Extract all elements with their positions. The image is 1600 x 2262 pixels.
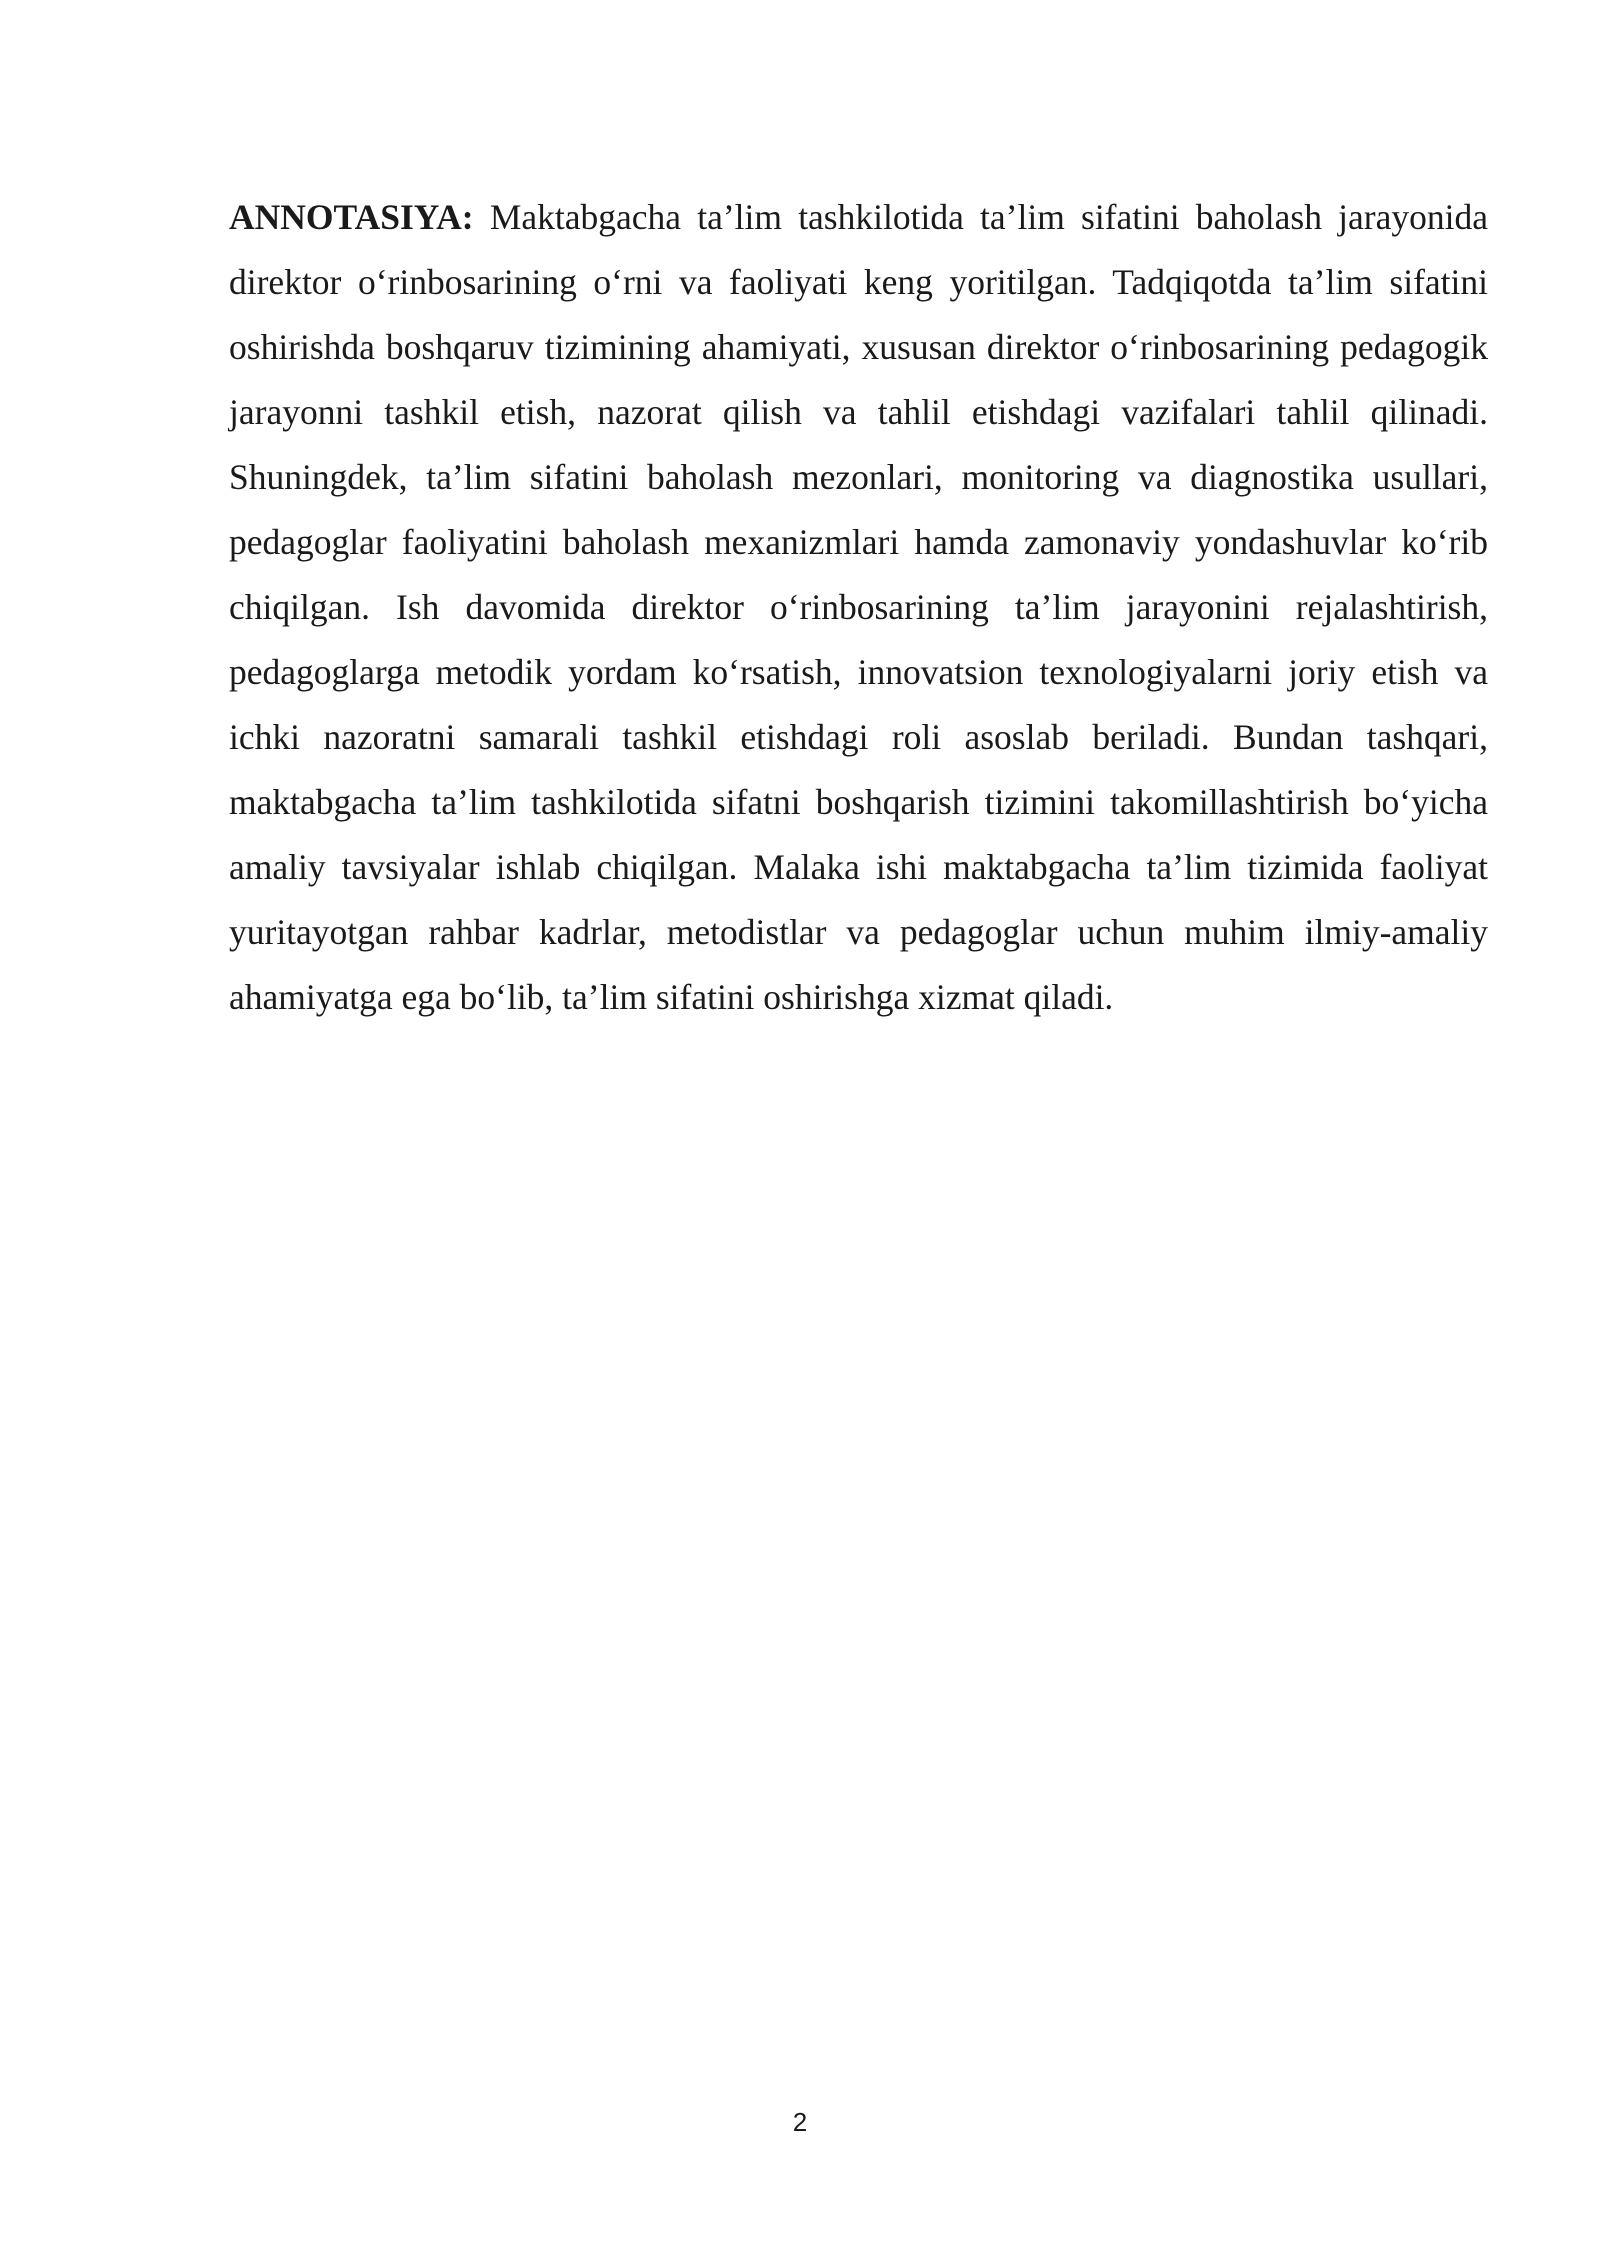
abstract-label: ANNOTASIYA: bbox=[229, 197, 474, 237]
abstract-paragraph bbox=[229, 185, 1488, 1030]
page-number: 2 bbox=[792, 2107, 808, 2137]
page-content bbox=[229, 185, 1488, 1030]
abstract-text: Maktabgacha ta’lim tashkilotida ta’lim sifatini baholash jarayonida direktor o‘rinbosarining o‘rni va faoliyati keng yoritilgan. Tadqiqotda ta’lim sifatini oshirishda boshqaruv tizimining ahamiyati, xususan direktor o‘rinbosarining pedagogik jarayonni tashkil etish, nazorat qilish va tahlil etishdagi vazifalari tahlil qilinadi. Shuningdek, ta’lim sifatini baholash mezonlari, monitoring va diagnostika usullari, pedagoglar faoliyatini baholash mexanizmlari hamda zamonaviy yondashuvlar ko‘rib chiqilgan. Ish davomida direktor o‘rinbosarining ta’lim jarayonini rejalashtirish, pedagoglarga metodik yordam ko‘rsatish, innovatsion texnologiyalarni joriy etish va ichki nazoratni samarali tashkil etishdagi roli asoslab beriladi. Bundan tashqari, maktabgacha ta’lim tashkilotida sifatni boshqarish tizimini takomillashtirish bo‘yicha amaliy tavsiyalar ishlab chiqilgan. Malaka ishi maktabgacha ta’lim tizimida faoliyat yuritayotgan rahbar kadrlar, metodistlar va pedagoglar uchun muhim ilmiy-amaliy ahamiyatga ega bo‘lib, ta’lim sifatini oshirishga xizmat qiladi. bbox=[229, 197, 1488, 1017]
